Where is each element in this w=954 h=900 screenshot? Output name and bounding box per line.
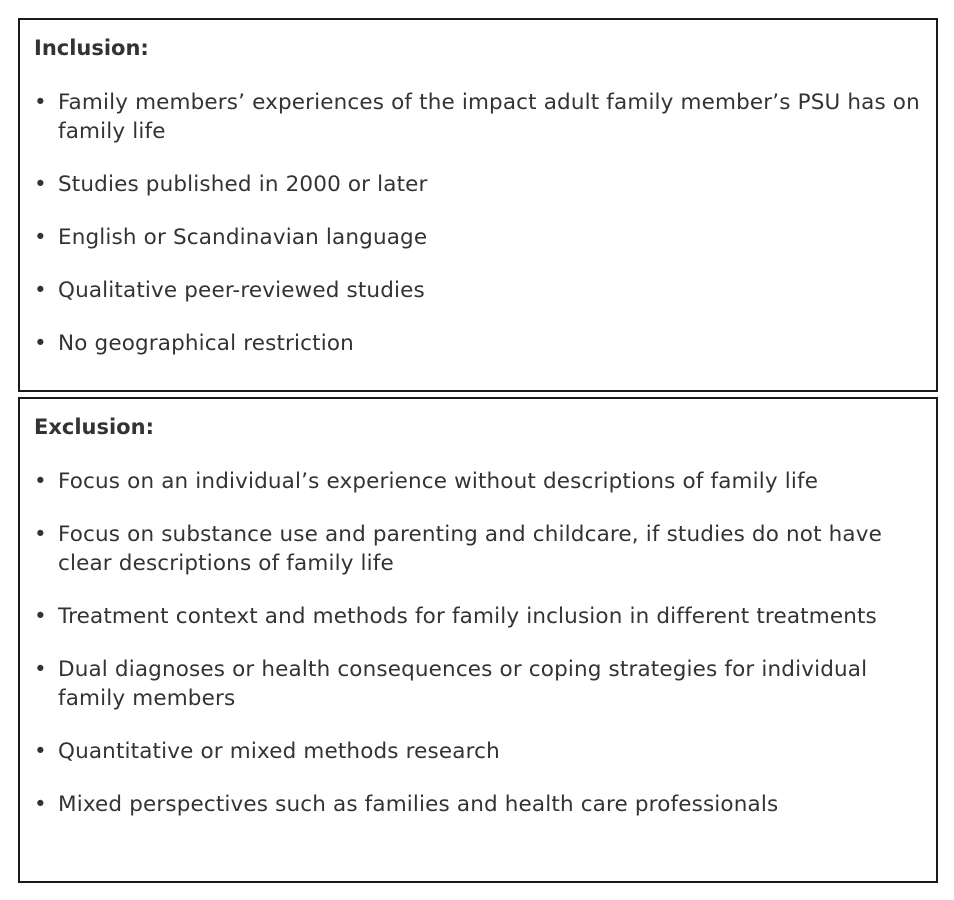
list-item-text: Focus on substance use and parenting and childcare, if studies do not have clear descriptions of family life [58, 522, 883, 576]
list-item-text: No geographical restriction [58, 331, 354, 356]
list-item-text: English or Scandinavian language [58, 225, 428, 250]
inclusion-criteria-box [18, 18, 938, 392]
list-item [34, 737, 922, 766]
list-item-text: Family members’ experiences of the impact adult family member’s PSU has on family life [58, 90, 920, 144]
bullet-icon: • [34, 331, 47, 356]
list-item-text: Focus on an individual’s experience without descriptions of family life [58, 469, 819, 494]
list-item-text: Dual diagnoses or health consequences or coping strategies for individual family members [58, 657, 868, 711]
bullet-icon: • [34, 278, 47, 303]
list-item-text: Qualitative peer-reviewed studies [58, 278, 425, 303]
exclusion-heading: Exclusion: [34, 415, 154, 439]
list-item [34, 88, 922, 146]
bullet-icon: • [34, 172, 47, 197]
exclusion-criteria-box [18, 397, 938, 883]
bullet-icon: • [34, 90, 47, 115]
bullet-icon: • [34, 604, 47, 629]
bullet-icon: • [34, 469, 47, 494]
list-item-text: Studies published in 2000 or later [58, 172, 428, 197]
bullet-icon: • [34, 522, 47, 547]
exclusion-list [34, 467, 922, 819]
list-item [34, 790, 922, 819]
list-item [34, 602, 922, 631]
list-item [34, 276, 922, 305]
bullet-icon: • [34, 225, 47, 250]
list-item [34, 170, 922, 199]
bullet-icon: • [34, 657, 47, 682]
list-item [34, 520, 922, 578]
inclusion-list [34, 88, 922, 358]
list-item [34, 329, 922, 358]
list-item-text: Quantitative or mixed methods research [58, 739, 500, 764]
list-item [34, 655, 922, 713]
list-item-text: Treatment context and methods for family inclusion in different treatments [58, 604, 877, 629]
bullet-icon: • [34, 739, 47, 764]
list-item [34, 223, 922, 252]
list-item-text: Mixed perspectives such as families and health care professionals [58, 792, 779, 817]
inclusion-heading: Inclusion: [34, 36, 149, 60]
list-item [34, 467, 922, 496]
bullet-icon: • [34, 792, 47, 817]
